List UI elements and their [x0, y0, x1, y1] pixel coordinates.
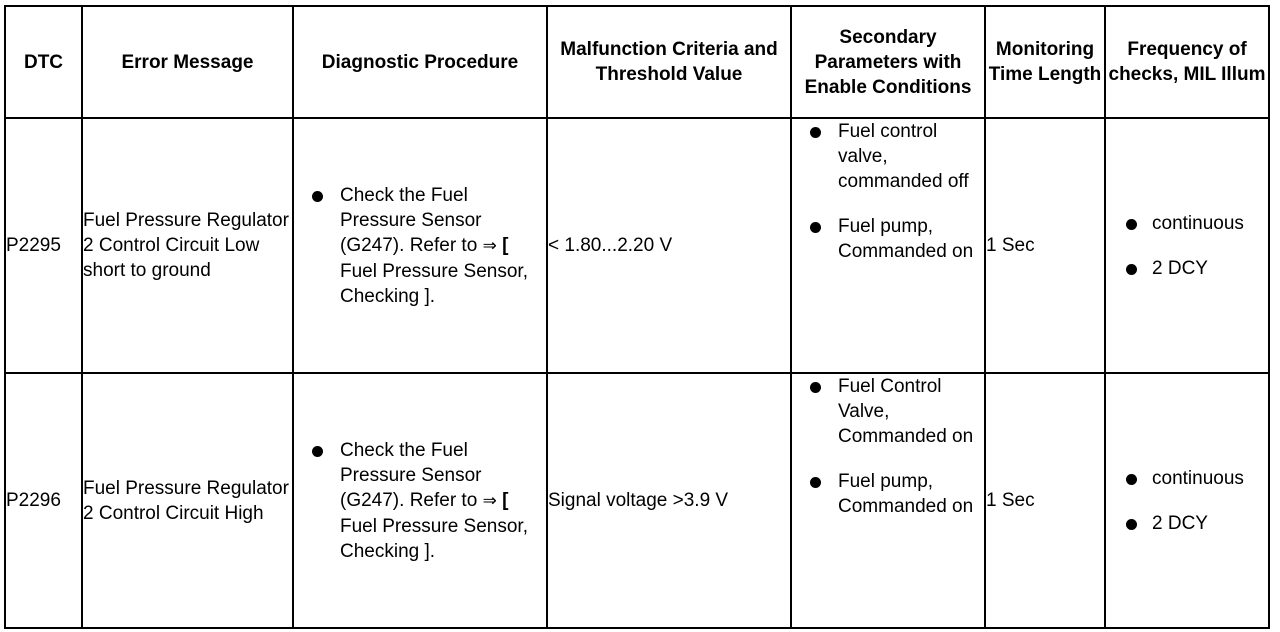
bullet-icon [810, 477, 821, 488]
secondary-parameter: Fuel pump, Commanded on [838, 216, 974, 262]
dtc-code-cell [5, 118, 82, 373]
bullet-icon [810, 222, 821, 233]
secondary-list [792, 119, 984, 264]
header-dtc: DTC [5, 6, 82, 118]
secondary-parameters-cell [791, 118, 985, 373]
bullet-icon [1126, 219, 1137, 230]
bullet-icon [1126, 264, 1137, 275]
list-item [294, 183, 546, 309]
header-row [5, 6, 1269, 118]
arrow-right-icon: ⇒ [482, 490, 497, 511]
header-malfunction-criteria: Malfunction Criteria and Threshold Value [547, 6, 791, 118]
list-item [792, 374, 984, 449]
monitoring-time-cell [985, 118, 1105, 373]
bracket-open: [ [502, 489, 509, 511]
secondary-parameter: Fuel pump, Commanded on [838, 471, 974, 517]
bullet-icon [312, 446, 323, 457]
bullet-icon [810, 127, 821, 138]
diagnostic-procedure-cell [293, 373, 547, 628]
frequency-item: continuous [1152, 212, 1244, 234]
dtc-code: P2296 [6, 490, 61, 511]
list-item [294, 438, 546, 564]
malfunction-criteria-cell [547, 373, 791, 628]
header-frequency: Frequency of checks, MIL Illum [1105, 6, 1269, 118]
list-item [792, 119, 984, 194]
header-error-message: Error Message [82, 6, 293, 118]
procedure-link[interactable]: Fuel Pressure Sensor, Checking [340, 515, 528, 562]
header-diagnostic-procedure: Diagnostic Procedure [293, 6, 547, 118]
error-message-cell [82, 118, 293, 373]
secondary-parameter: Fuel Control Valve, Commanded on [838, 376, 974, 447]
malfunction-criteria: Signal voltage >3.9 V [548, 490, 729, 511]
error-message: Fuel Pressure Regulator 2 Control Circuit Low short to ground [83, 210, 289, 281]
dtc-table [4, 5, 1270, 629]
bullet-icon [1126, 519, 1137, 530]
list-item [1106, 511, 1268, 536]
bracket-close: ]. [424, 540, 436, 562]
bullet-icon [810, 382, 821, 393]
monitoring-time: 1 Sec [986, 490, 1035, 511]
list-item [1106, 211, 1268, 236]
frequency-cell [1105, 118, 1269, 373]
list-item [1106, 466, 1268, 491]
bullet-icon [1126, 474, 1137, 485]
diagnostic-text: Check the Fuel Pressure Sensor (G247). Refer to [340, 184, 482, 256]
secondary-parameters-cell [791, 373, 985, 628]
monitoring-time-cell [985, 373, 1105, 628]
frequency-item: continuous [1152, 467, 1244, 489]
malfunction-criteria-cell [547, 118, 791, 373]
monitoring-time: 1 Sec [986, 235, 1035, 256]
frequency-cell [1105, 373, 1269, 628]
bracket-open: [ [502, 234, 509, 256]
frequency-list [1106, 211, 1268, 281]
diagnostic-list [294, 438, 546, 564]
frequency-item: 2 DCY [1152, 512, 1208, 534]
procedure-link[interactable]: Fuel Pressure Sensor, Checking [340, 260, 528, 307]
list-item [792, 469, 984, 519]
header-monitoring-time: Monitoring Time Length [985, 6, 1105, 118]
table-row [5, 373, 1269, 628]
frequency-item: 2 DCY [1152, 257, 1208, 279]
error-message-cell [82, 373, 293, 628]
list-item [1106, 256, 1268, 281]
bracket-close: ]. [424, 285, 436, 307]
diagnostic-text: Check the Fuel Pressure Sensor (G247). Refer to [340, 439, 482, 511]
error-message: Fuel Pressure Regulator 2 Control Circuit High [83, 477, 289, 524]
diagnostic-procedure-cell [293, 118, 547, 373]
dtc-code: P2295 [6, 235, 61, 256]
malfunction-criteria: < 1.80...2.20 V [548, 235, 673, 256]
arrow-right-icon: ⇒ [482, 235, 497, 256]
list-item [792, 214, 984, 264]
diagnostic-list [294, 183, 546, 309]
header-secondary-parameters: Secondary Parameters with Enable Conditions [791, 6, 985, 118]
table-row [5, 118, 1269, 373]
frequency-list [1106, 466, 1268, 536]
secondary-parameter: Fuel control valve, commanded off [838, 121, 969, 192]
dtc-code-cell [5, 373, 82, 628]
secondary-list [792, 374, 984, 519]
bullet-icon [312, 191, 323, 202]
